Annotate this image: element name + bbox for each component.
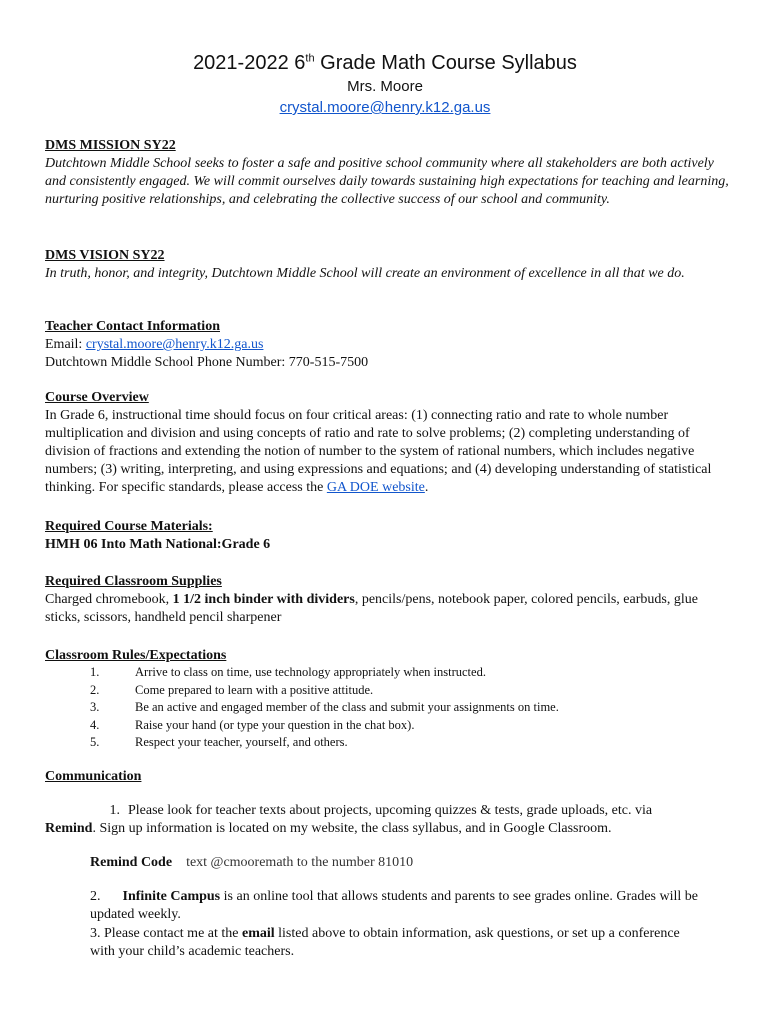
vision-section [45, 247, 735, 283]
contact-email-link[interactable]: crystal.moore@henry.k12.ga.us [85, 337, 264, 352]
list-item [45, 699, 735, 717]
remind-code-line [90, 854, 730, 872]
comm-number-2: 2. [90, 889, 101, 904]
contact-heading: Teacher Contact Information [45, 319, 220, 334]
list-item [45, 734, 735, 752]
contact-email-line [45, 336, 735, 354]
phone-line: Dutchtown Middle School Phone Number: 770-515-7500 [45, 355, 369, 370]
list-text: Arrive to class on time, use technology appropriately when instructed. [135, 665, 486, 679]
list-item [45, 682, 735, 700]
overview-end: . [424, 480, 429, 495]
comm-text-1-rest: . Sign up information is located on my website, the class syllabus, and in Google Classroom. [92, 821, 612, 836]
comm-text-2: is an online tool that allows students and parents to see grades online. Grades will be updated weekly. [90, 889, 698, 922]
list-number: 2. [90, 682, 100, 697]
remind-code-label: Remind Code [90, 855, 173, 870]
comm-number-1: 1. [109, 803, 120, 818]
supplies-heading: Required Classroom Supplies [45, 574, 222, 589]
supplies-post: , pencils/pens, notebook paper, colored pencils, earbuds, glue sticks, scissors, handheld pencil sharpener [45, 592, 698, 625]
communication-item-1 [45, 802, 735, 838]
overview-section [45, 389, 735, 497]
overview-heading: Course Overview [45, 390, 149, 405]
comm-text-3-pre: 3. Please contact me at the [90, 926, 242, 941]
rules-list [45, 664, 735, 752]
vision-heading: DMS VISION SY22 [45, 248, 165, 263]
infinite-campus-bold: Infinite Campus [122, 889, 221, 904]
overview-text: In Grade 6, instructional time should focus on four critical areas: (1) connecting ratio and rate to whole number multiplication and division and using concepts of ratio and rate to solve problems; (2) completing understanding of division of fractions and extending the notion of number to the system of rational numbers, which includes negative numbers; (3) writing, interpreting, and using expressions and equations; and (4) developing understanding of statistical thinking. For specific standards, please access the [45, 408, 712, 495]
list-text: Respect your teacher, yourself, and others. [135, 735, 348, 749]
supplies-binder: 1 1/2 inch binder with dividers [172, 592, 355, 607]
header-email-link[interactable]: crystal.moore@henry.k12.ga.us [279, 99, 491, 116]
page-title [0, 50, 770, 76]
comm-text-1: Please look for teacher texts about projects, upcoming quizzes & tests, grade uploads, etc. via [128, 803, 653, 818]
communication-item-3 [90, 925, 690, 961]
ga-doe-link[interactable]: GA DOE website [326, 480, 425, 495]
contact-section [45, 318, 735, 372]
teacher-name: Mrs. Moore [347, 78, 423, 95]
list-item [45, 717, 735, 735]
communication-section [45, 768, 735, 786]
materials-heading: Required Course Materials: [45, 519, 213, 534]
header-email-wrap [0, 98, 770, 118]
title-superscript: th [305, 52, 315, 65]
supplies-section [45, 573, 735, 627]
title-text: 2021-2022 6 [193, 52, 306, 74]
email-label: Email: [45, 337, 86, 352]
list-text: Come prepared to learn with a positive attitude. [135, 682, 374, 697]
list-text: Be an active and engaged member of the class and submit your assignments on time. [135, 700, 559, 714]
communication-item-2 [90, 888, 730, 924]
list-text: Raise your hand (or type your question in the chat box). [135, 717, 415, 732]
list-number: 1. [90, 665, 100, 679]
communication-heading: Communication [45, 769, 142, 784]
supplies-pre: Charged chromebook, [45, 592, 173, 607]
list-number: 3. [90, 700, 100, 714]
materials-item: HMH 06 Into Math National:Grade 6 [45, 537, 271, 552]
rules-heading: Classroom Rules/Expectations [45, 648, 227, 663]
title-text-end: Grade Math Course Syllabus [314, 52, 577, 74]
email-bold: email [242, 926, 275, 941]
vision-text: In truth, honor, and integrity, Dutchtown Middle School will create an environment of excellence in all that we do. [45, 266, 685, 281]
supplies-text [45, 591, 735, 627]
overview-text-wrap [45, 407, 735, 497]
rules-section [45, 647, 735, 665]
remind-code-text: text @cmooremath to the number 81010 [186, 855, 414, 870]
list-item [45, 664, 735, 682]
remind-bold: Remind [45, 821, 93, 836]
mission-heading: DMS MISSION SY22 [45, 138, 176, 153]
materials-section [45, 518, 735, 554]
mission-section [45, 137, 735, 209]
list-number: 4. [90, 717, 100, 732]
comm-text-3-post: listed above to obtain information, ask questions, or set up a conference with your child’s academic teachers. [90, 926, 680, 959]
mission-text: Dutchtown Middle School seeks to foster a safe and positive school community where all stakeholders are both actively and consistently engaged. We will commit ourselves daily towards sustaining high expectations for teaching and learning, nurturing positive relationships, and celebrating the collective success of our school and community. [45, 156, 729, 207]
list-number: 5. [90, 735, 100, 749]
